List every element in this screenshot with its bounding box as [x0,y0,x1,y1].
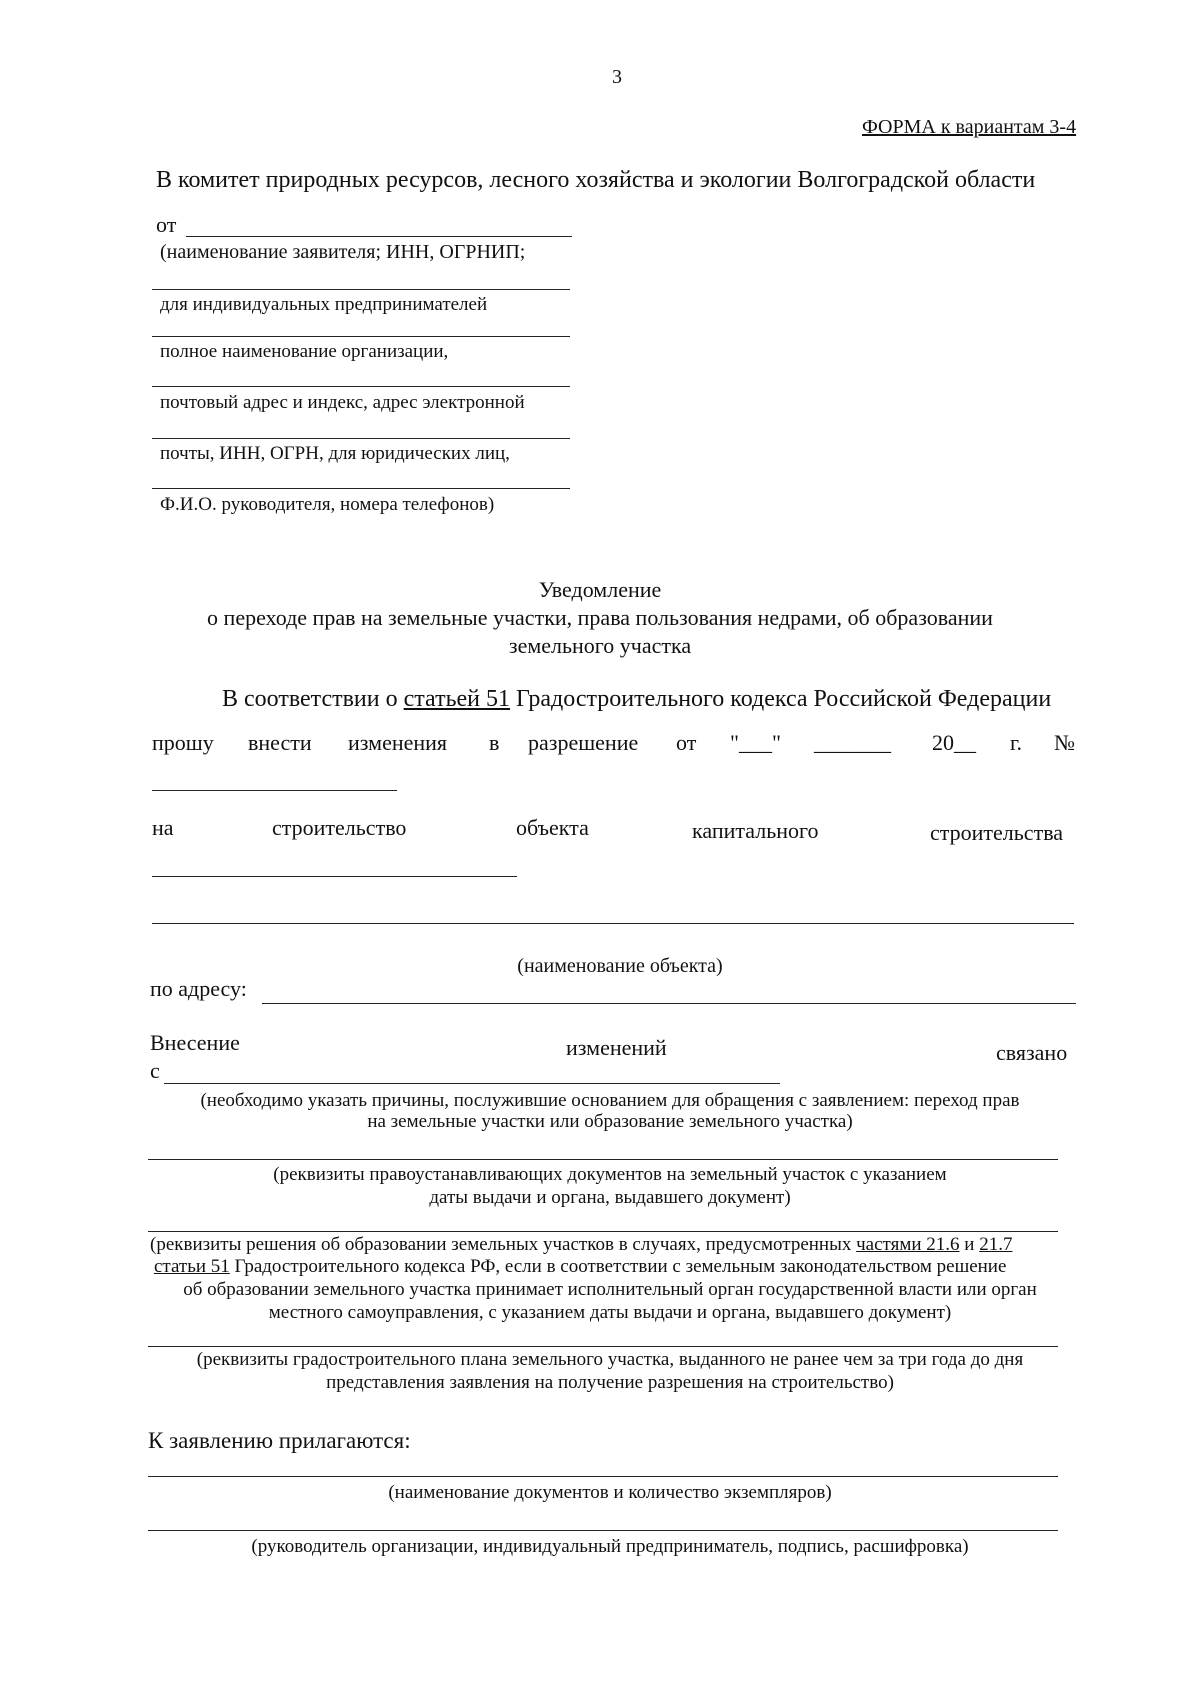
attachments-hint: (наименование документов и количество экземпляров) [388,1482,832,1503]
attachments-label: К заявлению прилагаются: [148,1428,411,1453]
doc-subtitle: земельного участка [508,633,692,658]
applicant-hint: Ф.И.О. руководителя, номера телефонов) [160,494,495,515]
gpzu-line[interactable] [148,1346,1058,1347]
applicant-line[interactable] [152,336,570,337]
decision-hint: об образовании земельного участка принимает исполнительный орган государственной власти или орган [183,1279,1037,1300]
change-word: изменений [566,1035,667,1060]
gpzu-hint: представления заявления на получение разрешения на строительство) [326,1372,894,1393]
change-reason-line[interactable] [164,1083,780,1084]
signature-line[interactable] [148,1530,1058,1531]
request-word: разрешение [528,730,639,755]
request-word: № [1054,730,1075,755]
applicant-hint: полное наименование организации, [160,341,449,362]
title-docs-hint: даты выдачи и органа, выдавшего документ) [429,1187,791,1208]
signature-hint: (руководитель организации, индивидуальный предприниматель, подпись, расшифровка) [251,1536,969,1557]
applicant-hint: (наименование заявителя; ИНН, ОГРНИП; [160,241,526,263]
decision-hint: местного самоуправления, с указанием даты выдачи и органа, выдавшего документ) [268,1302,952,1323]
part-21-6-link[interactable]: частями 21.6 [856,1234,960,1255]
title-docs-line[interactable] [148,1159,1058,1160]
applicant-line[interactable] [186,236,572,237]
request-word: г. [1010,730,1023,755]
object-name-line[interactable] [152,923,1074,924]
decision-line[interactable] [148,1231,1058,1232]
decision-hint [154,1256,1006,1278]
body-text: и [959,1234,980,1255]
article-51-link[interactable]: статьи 51 [154,1256,230,1277]
reason-hint: (необходимо указать причины, послужившие основанием для обращения с заявлением: переход прав [200,1090,1020,1111]
part-21-7-link[interactable]: 21.7 [979,1234,1013,1255]
permit-month-field[interactable]: _______ [814,730,891,755]
applicant-line[interactable] [152,438,570,439]
change-word: Внесение [150,1030,240,1055]
applicant-hint: для индивидуальных предпринимателей [160,294,488,315]
construction-word: капитального [692,818,819,843]
doc-title: Уведомление [538,577,662,602]
applicant-hint: почты, ИНН, ОГРН, для юридических лиц, [160,443,510,464]
body-text: Градостроительного кодекса Российской Федерации [510,686,1052,712]
body-text: В соответствии о [222,686,404,712]
decision-hint [150,1234,1012,1256]
request-word: внести [248,730,312,755]
object-name-hint: (наименование объекта) [517,955,723,977]
article-51-link[interactable]: статьей 51 [403,686,511,712]
body-line-1 [222,686,1051,714]
doc-subtitle: о переходе прав на земельные участки, права пользования недрами, об образовании [207,605,993,630]
reason-hint: на земельные участки или образование земельного участка) [367,1111,853,1132]
permit-day-field[interactable]: "___" [730,730,781,755]
applicant-line[interactable] [152,386,570,387]
applicant-line[interactable] [152,289,570,290]
address-line[interactable] [262,1003,1076,1004]
permit-number-line[interactable] [152,790,397,791]
request-word: от [676,730,697,755]
request-word: изменения [348,730,448,755]
permit-year-field[interactable]: 20__ [932,730,976,755]
body-text: (реквизиты решения об образовании земельных участков в случаях, предусмотренных [150,1234,857,1255]
change-with: с [150,1058,160,1083]
title-docs-hint: (реквизиты правоустанавливающих документов на земельный участок с указанием [273,1164,947,1185]
address-label: по адресу: [150,976,247,1001]
construction-word: строительство [272,815,407,840]
construction-word: на [152,815,174,840]
request-word: прошу [152,730,214,755]
gpzu-hint: (реквизиты градостроительного плана земельного участка, выданного не ранее чем за три года до дня [196,1349,1024,1370]
addressee: В комитет природных ресурсов, лесного хозяйства и экологии Волгоградской области [156,167,1036,193]
applicant-line[interactable] [152,488,570,489]
from-label: от [156,212,177,237]
body-text: Градостроительного кодекса РФ, если в соответствии с земельным законодательством решение [229,1256,1007,1277]
construction-word: строительства [930,820,1064,845]
request-word: в [489,730,500,755]
applicant-hint: почтовый адрес и индекс, адрес электронной [160,392,525,413]
object-name-line[interactable] [152,876,517,877]
construction-word: объекта [516,815,589,840]
attachments-line[interactable] [148,1476,1058,1477]
change-word: связано [996,1040,1068,1065]
form-label: ФОРМА к вариантам 3-4 [862,116,1077,138]
page-number: 3 [612,66,622,88]
